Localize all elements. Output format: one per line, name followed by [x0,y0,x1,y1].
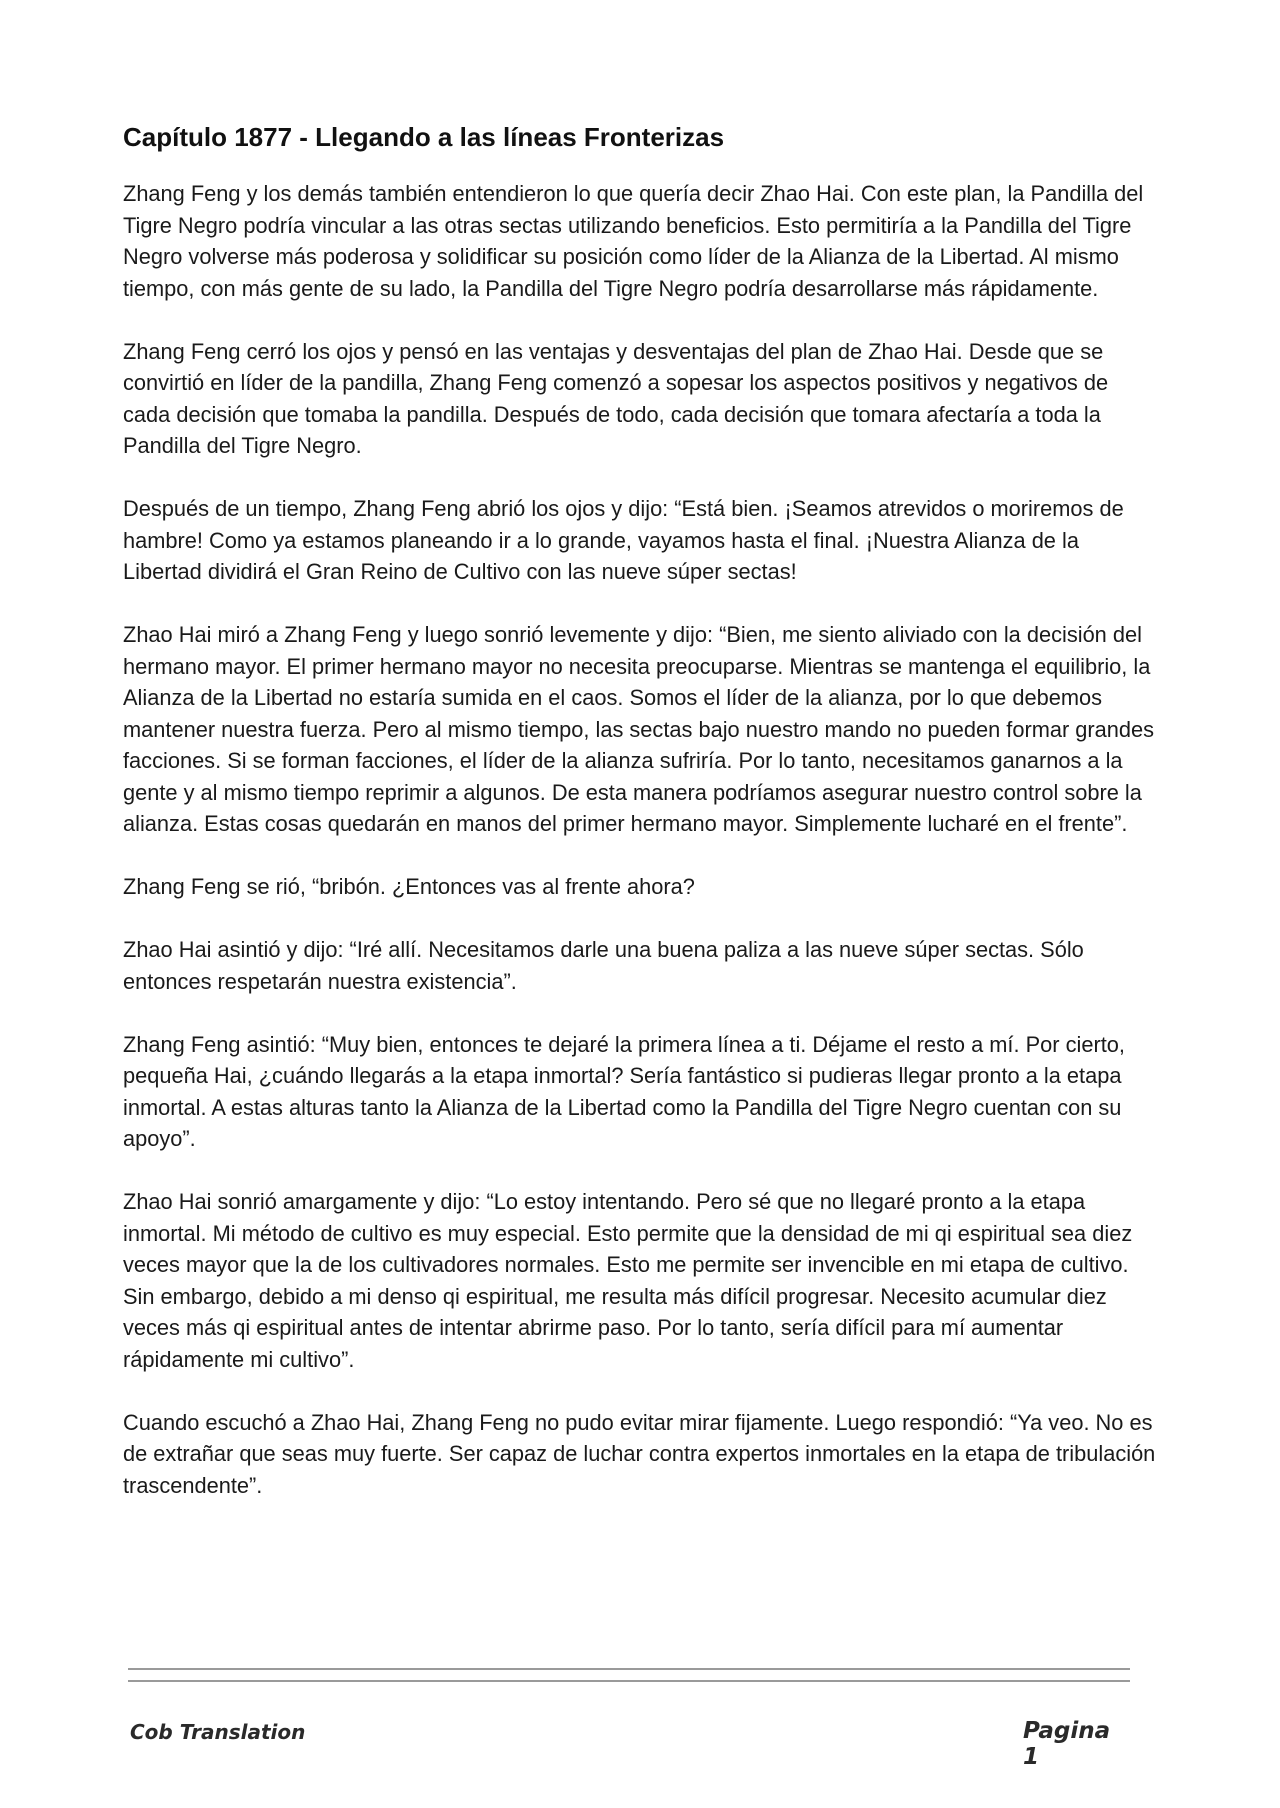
paragraph: Cuando escuchó a Zhao Hai, Zhang Feng no pudo evitar mirar fijamente. Luego respondió: “Ya veo. No es de extrañar que seas muy fuerte. Ser capaz de luchar contra expertos inmortales en la etapa de tribulación trascendente”. [123,1409,1156,1498]
paragraph: Zhang Feng y los demás también entendieron lo que quería decir Zhao Hai. Con este plan, la Pandilla del Tigre Negro podría vincular a las otras sectas utilizando beneficios. Esto permitiría a la Pandilla del Tigre Negro volverse más poderosa y solidificar su posición como líder de la Alianza de la Libertad. Al mismo tiempo, con más gente de su lado, la Pandilla del Tigre Negro podría desarrollarse más rápidamente. [123,181,1144,301]
footer-divider [128,1680,1130,1682]
footer-divider [128,1668,1130,1670]
paragraph: Zhang Feng cerró los ojos y pensó en las ventajas y desventajas del plan de Zhao Hai. Desde que se convirtió en líder de la pandilla, Zhang Feng comenzó a sopesar los aspectos positivos y negativos de cada decisión que tomaba la pandilla. Después de todo, cada decisión que tomara afectaría a toda la Pandilla del Tigre Negro. [123,338,1109,458]
paragraph: Después de un tiempo, Zhang Feng abrió los ojos y dijo: “Está bien. ¡Seamos atrevidos o moriremos de hambre! Como ya estamos planeando ir a lo grande, vayamos hasta el final. ¡Nuestra Alianza de la Libertad dividirá el Gran Reino de Cultivo con las nueve súper sectas! [123,496,1124,584]
footer-credit: Cob Translation [130,1720,306,1744]
paragraph: Zhao Hai sonrió amargamente y dijo: “Lo estoy intentando. Pero sé que no llegaré pronto a la etapa inmortal. Mi método de cultivo es muy especial. Esto permite que la densidad de mi qi espiritual sea diez veces mayor que la de los cultivadores normales. Esto me permite ser invencible en mi etapa de cultivo. Sin embargo, debido a mi denso qi espiritual, me resulta más difícil progresar. Necesito acumular diez veces más qi espiritual antes de intentar abrirme paso. Por lo tanto, sería difícil para mí aumentar rápidamente mi cultivo”. [123,1189,1133,1372]
paragraph: Zhao Hai asintió y dijo: “Iré allí. Necesitamos darle una buena paliza a las nueve súper sectas. Sólo entonces respetarán nuestra existencia”. [123,937,1084,994]
page-footer [128,1668,1130,1770]
document-body [123,120,1158,1533]
chapter-title: Capítulo 1877 - Llegando a las líneas Fronterizas [123,122,725,152]
paragraph: Zhang Feng asintió: “Muy bien, entonces te dejaré la primera línea a ti. Déjame el resto a mí. Por cierto, pequeña Hai, ¿cuándo llegarás a la etapa inmortal? Sería fantástico si pudieras llegar pronto a la etapa inmortal. A estas alturas tanto la Alianza de la Libertad como la Pandilla del Tigre Negro cuentan con su apoyo”. [123,1031,1125,1151]
page-number: Pagina 1 [1023,1718,1111,1770]
paragraph: Zhao Hai miró a Zhang Feng y luego sonrió levemente y dijo: “Bien, me siento aliviado con la decisión del hermano mayor. El primer hermano mayor no necesita preocuparse. Mientras se mantenga el equilibrio, la Alianza de la Libertad no estaría sumida en el caos. Somos el líder de la alianza, por lo que debemos mantener nuestra fuerza. Pero al mismo tiempo, las sectas bajo nuestro mando no pueden formar grandes facciones. Si se forman facciones, el líder de la alianza sufriría. Por lo tanto, necesitamos ganarnos a la gente y al mismo tiempo reprimir a algunos. De esta manera podríamos asegurar nuestro control sobre la alianza. Estas cosas quedarán en manos del primer hermano mayor. Simplemente lucharé en el frente”. [123,622,1155,836]
paragraph: Zhang Feng se rió, “bribón. ¿Entonces vas al frente ahora? [123,874,695,899]
